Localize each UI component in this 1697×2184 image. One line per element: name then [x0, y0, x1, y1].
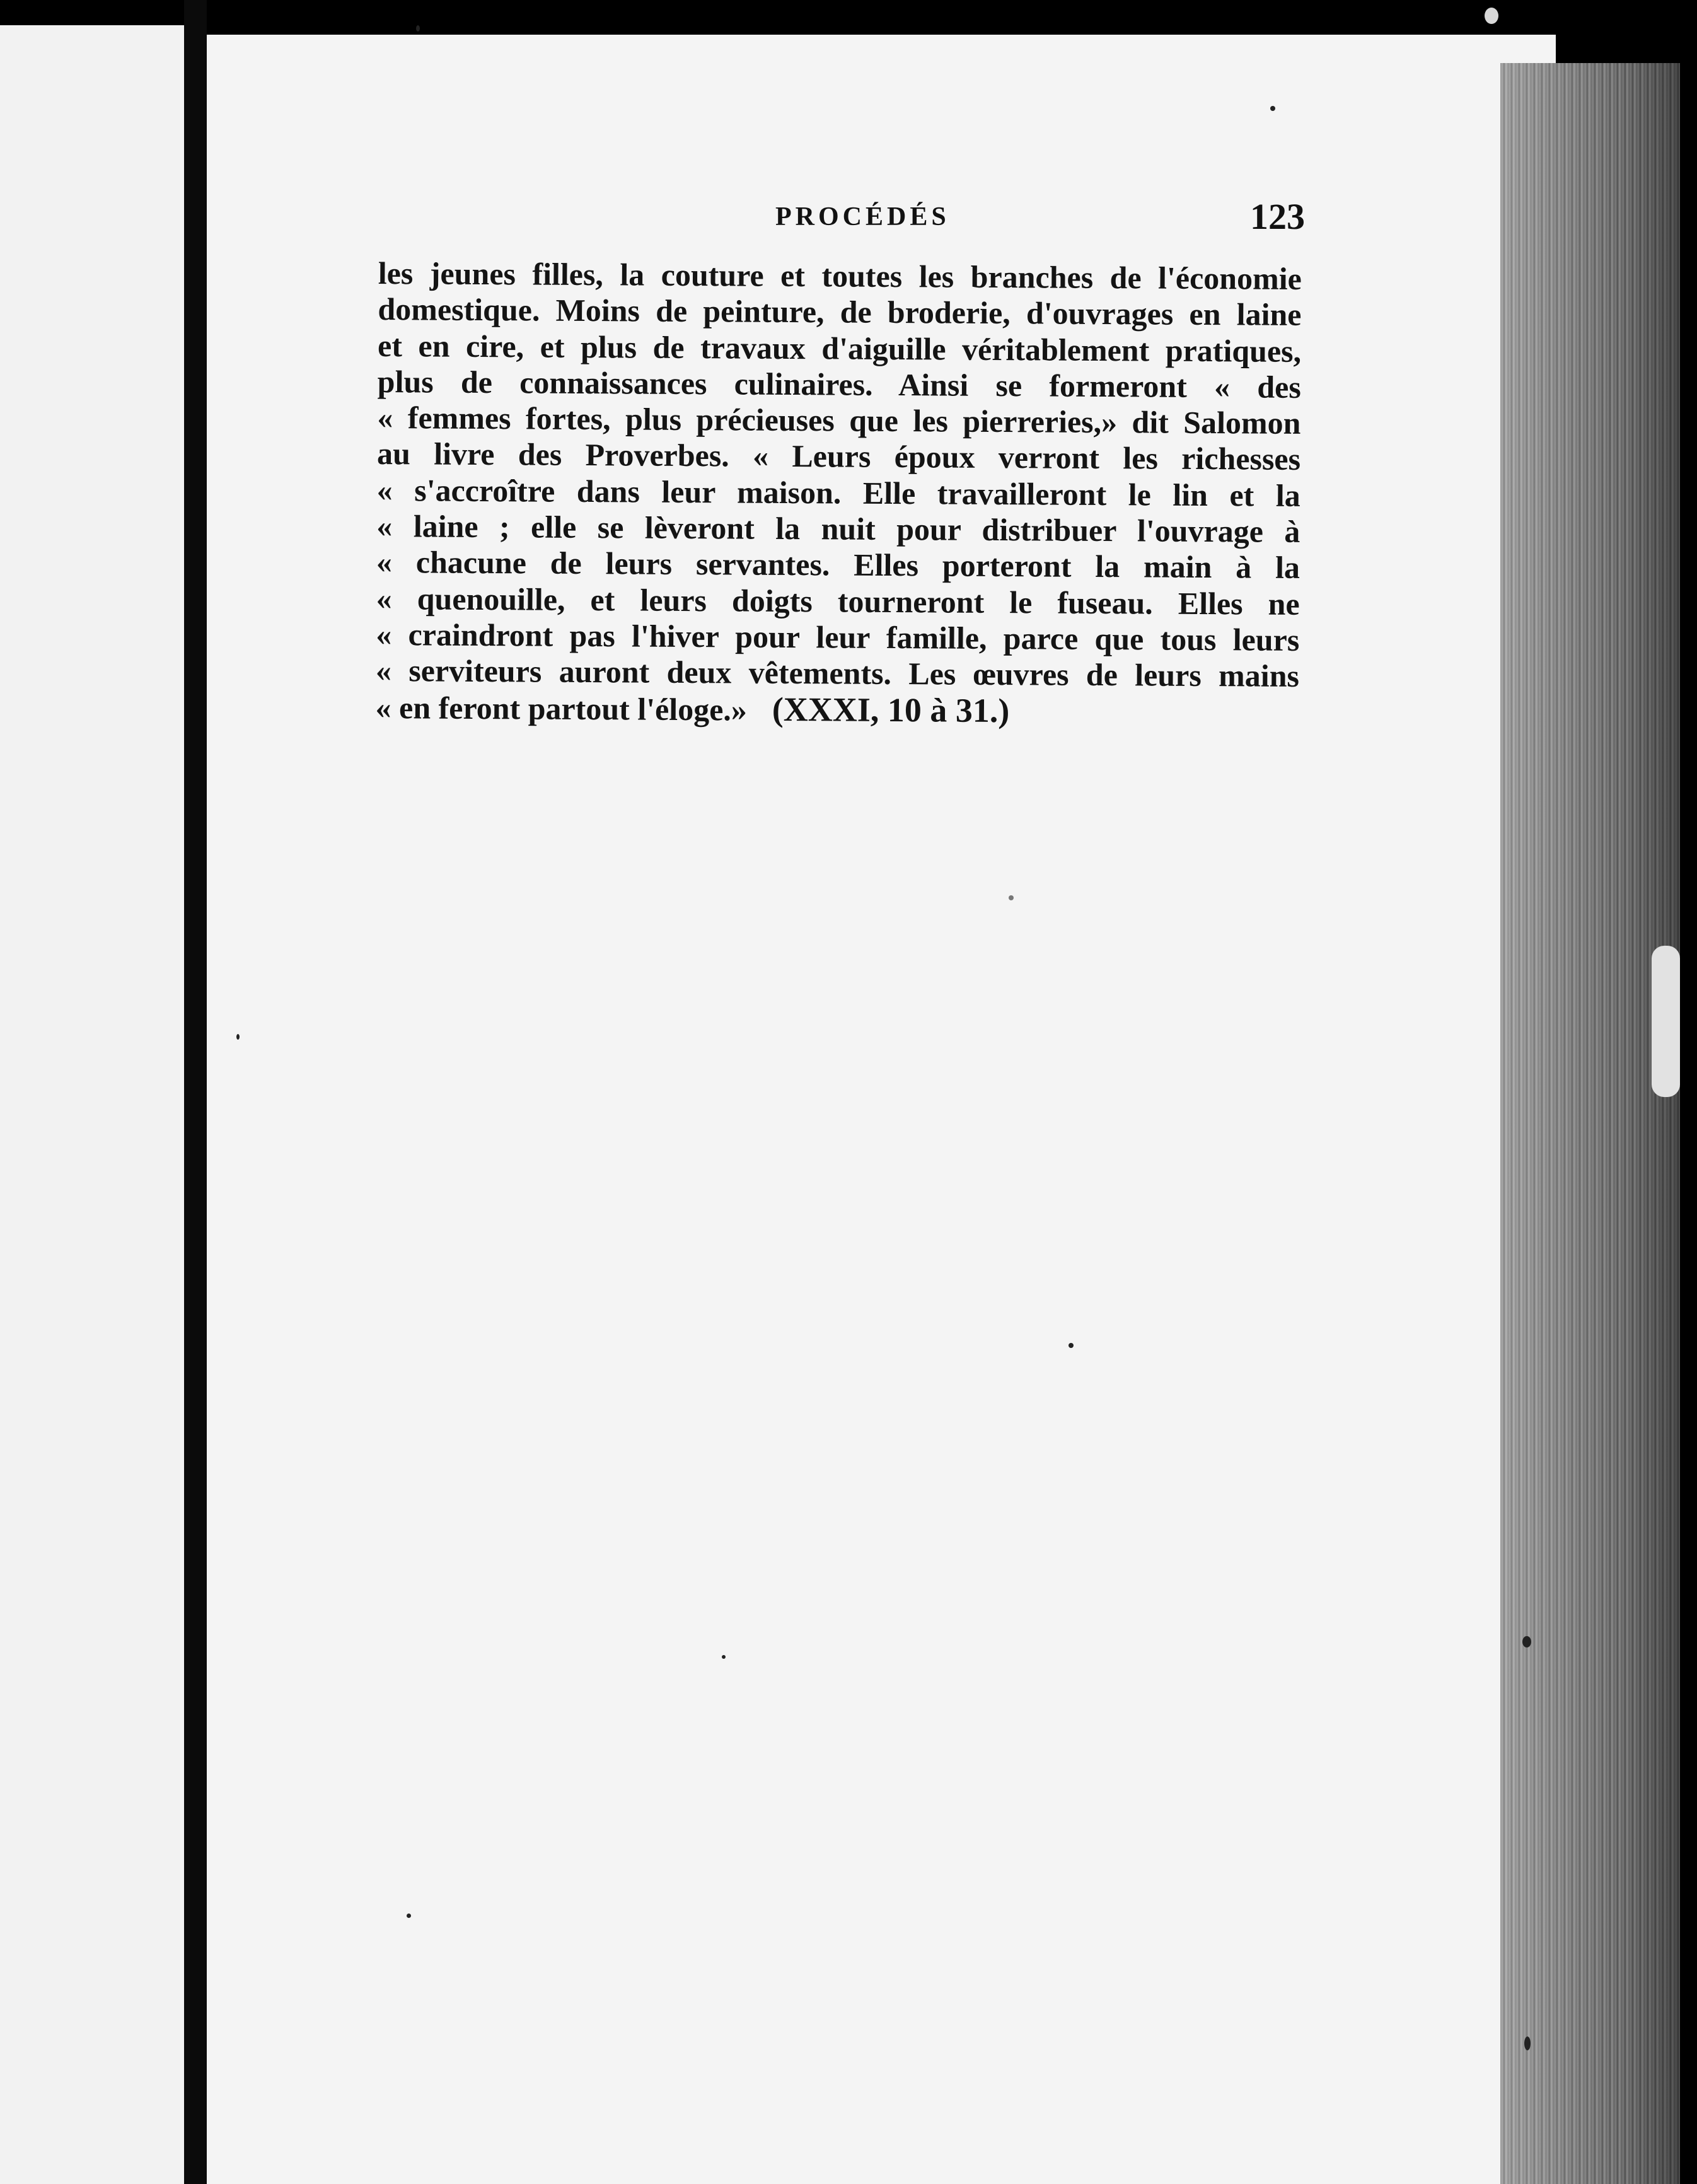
- book-gutter: [184, 0, 207, 2184]
- text-line-last: [375, 689, 1299, 731]
- speck: [1524, 2036, 1531, 2050]
- speck: [1522, 1636, 1531, 1647]
- text-line: « laine ; elle se lèveront la nuit pour distribuer l'ouvrage à: [376, 508, 1300, 550]
- text-line: au livre des Proverbes. « Leurs époux verront les richesses: [376, 436, 1301, 477]
- text-line: les jeunes filles, la couture et toutes les branches de l'économie: [378, 255, 1302, 296]
- speck: [236, 1034, 240, 1040]
- text-line: « quenouille, et leurs doigts tourneront le fuseau. Elles ne: [376, 580, 1300, 622]
- text-line: « chacune de leurs servantes. Elles porteront la main à la: [376, 544, 1300, 586]
- speck: [407, 1914, 411, 1918]
- text-line: « craindront pas l'hiver pour leur famille, parce que tous leurs: [376, 616, 1300, 658]
- page-header: [391, 195, 1305, 246]
- speck: [416, 25, 420, 32]
- corner-mark: [1485, 8, 1498, 24]
- speck: [722, 1655, 726, 1659]
- speck: [1069, 1343, 1074, 1348]
- text-line: « en feront partout l'éloge.»: [375, 689, 748, 728]
- text-line: plus de connaissances culinaires. Ainsi se formeront « des: [377, 363, 1301, 405]
- text-line: « s'accroître dans leur maison. Elle travailleront le lin et la: [376, 472, 1300, 513]
- speck: [1009, 895, 1014, 900]
- scripture-citation: (XXXI, 10 à 31.): [772, 690, 1010, 729]
- running-head: PROCÉDÉS: [775, 202, 950, 231]
- page-edges-shading: [1500, 63, 1680, 2184]
- text-line: domestique. Moins de peinture, de broderie, d'ouvrages en laine: [378, 291, 1302, 333]
- left-page-edge: [0, 25, 184, 2184]
- text-line: « femmes fortes, plus précieuses que les pierreries,» dit Salomon: [377, 400, 1301, 441]
- body-text: [375, 255, 1302, 731]
- speck: [1652, 946, 1680, 1097]
- speck: [1270, 106, 1275, 111]
- page-number: 123: [1250, 196, 1305, 237]
- text-line: et en cire, et plus de travaux d'aiguille véritablement pratiques,: [377, 327, 1302, 369]
- text-line: « serviteurs auront deux vêtements. Les œuvres de leurs mains: [375, 653, 1300, 694]
